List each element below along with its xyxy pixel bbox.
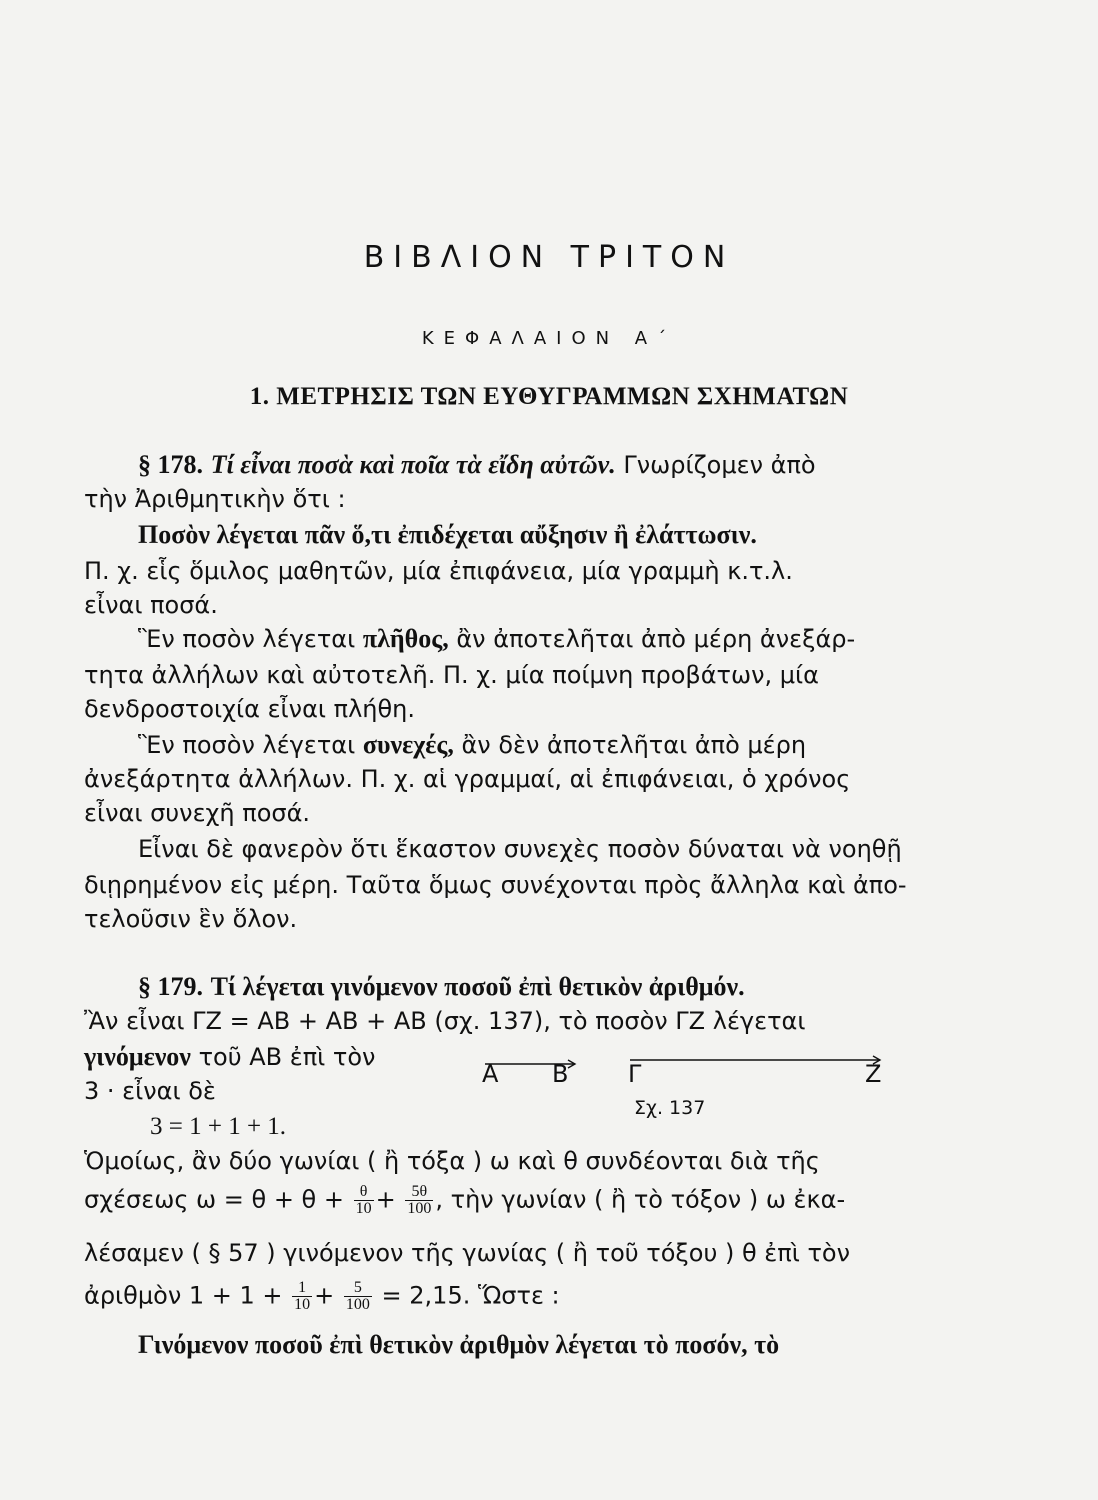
s178-heading-line (138, 450, 1068, 480)
figure-caption: Σχ. 137 (634, 1097, 706, 1119)
s178-plurality-line2: τητα ἀλλήλων καὶ αὐτοτελῆ. Π. χ. μία ποίμνη προβάτων, μία (84, 661, 819, 689)
s179-final-line: Γινόμενον ποσοῦ ἐπὶ θετικὸν ἀριθμὸν λέγεται τὸ ποσόν, τὸ (138, 1330, 780, 1359)
fraction-numerator: 5 (344, 1280, 372, 1297)
s179-heading-line (138, 972, 1068, 1002)
s178-continuous-line1 (138, 730, 1068, 760)
fraction-numerator: 1 (292, 1280, 312, 1297)
s178-plurality-term: πλῆθος, (362, 624, 449, 653)
s178-clear-line1: Εἶναι δὲ φανερὸν ὅτι ἕκαστον συνεχὲς ποσὸν δύναται νὰ νοηθῇ (138, 835, 902, 863)
s179-line6-pre: σχέσεως ω = θ + θ + (84, 1185, 344, 1214)
s178-continuous-pre: Ἓν ποσὸν λέγεται (138, 731, 356, 759)
fraction-denominator: 10 (355, 1200, 372, 1217)
chapter-title: ΚΕΦΑΛΑΙΟΝ Α΄ (421, 328, 677, 349)
s179-number: § 179. (138, 972, 203, 1001)
s178-continuous-line2: ἀνεξάρτητα ἀλλήλων. Π. χ. αἱ γραμμαί, αἱ ἐπιφάνειαι, ὁ χρόνος (84, 765, 851, 793)
s179-line6: σχέσεως ω = θ + θ + $\frac{\theta}{10}$ + $\frac{5\theta}{100}$ , τὴν γωνίαν ( ἢ τὸ τόξον ) ω ἐκα- (84, 1183, 846, 1217)
fraction-denominator: 100 (345, 1296, 370, 1313)
fraction-denominator: 10 (294, 1296, 311, 1313)
s179-line4: 3 = 1 + 1 + 1. (150, 1113, 287, 1140)
section-heading: 1. ΜΕΤΡΗΣΙΣ ΤΩΝ ΕΥΘΥΓΡΑΜΜΩΝ ΣΧΗΜΑΤΩΝ (249, 383, 849, 410)
s178-clear-line2: διῃρημένον εἰς μέρη. Ταῦτα ὅμως συνέχονται πρὸς ἄλληλα καὶ ἀπο- (84, 871, 907, 899)
s178-number: § 178. (138, 450, 203, 479)
s178-line2: τὴν Ἀριθμητικὴν ὅτι : (84, 485, 346, 513)
fraction-theta-over-10 (354, 1184, 374, 1217)
s178-example1-line1: Π. χ. εἷς ὅμιλος μαθητῶν, μία ἐπιφάνεια, μία γραμμὴ κ.τ.λ. (84, 557, 793, 585)
s179-line5: Ὁμοίως, ἂν δύο γωνίαι ( ἢ τόξα ) ω καὶ θ συνδέονται διὰ τῆς (84, 1147, 820, 1175)
s179-line2-rest: τοῦ ΑΒ ἐπὶ τὸν (198, 1043, 376, 1071)
s179-line8: ἀριθμὸν 1 + 1 + $\frac{1}{10}$ + $\frac{5}{100}$ = 2,15. Ὥστε : (84, 1279, 560, 1313)
book-title: ΒΙΒΛΙΟΝ ΤΡΙΤΟΝ (363, 240, 735, 275)
fraction-1-over-10 (292, 1280, 312, 1313)
s179-line3: 3 · εἶναι δὲ (84, 1077, 216, 1105)
s178-plurality-line3: δενδροστοιχία εἶναι πλήθη. (84, 695, 416, 723)
s179-line1: Ἂν εἶναι ΓΖ = ΑΒ + ΑΒ + ΑΒ (σχ. 137), τὸ ποσὸν ΓΖ λέγεται (84, 1007, 806, 1035)
figure-label-z: Ζ (865, 1060, 882, 1088)
figure-label-a: Α (482, 1060, 499, 1088)
s179-line7: λέσαμεν ( § 57 ) γινόμενον τῆς γωνίας ( ἢ τοῦ τόξου ) θ ἐπὶ τὸν (84, 1239, 850, 1267)
s178-plurality-pre: Ἓν ποσὸν λέγεται (138, 625, 356, 653)
figure-label-b: Β (552, 1060, 569, 1088)
s178-clear-line3: τελοῦσιν ἓν ὅλον. (84, 905, 298, 933)
fraction-numerator: θ (354, 1184, 374, 1201)
figure-label-g: Γ (628, 1060, 642, 1088)
s178-continuous-post: ἂν δὲν ἀποτελῆται ἀπὸ μέρη (461, 731, 807, 759)
fraction-denominator: 100 (407, 1200, 432, 1217)
s179-line6-post: , τὴν γωνίαν ( ἢ τὸ τόξον ) ω ἐκα- (435, 1185, 846, 1214)
s178-continuous-line3: εἶναι συνεχῆ ποσά. (84, 799, 311, 827)
s178-example1-line2: εἶναι ποσά. (84, 591, 218, 619)
s178-plurality-line1 (138, 624, 1068, 654)
s178-title: Τί εἶναι ποσὰ καὶ ποῖα τὰ εἴδη αὐτῶν. (210, 450, 616, 479)
fraction-5-over-100 (344, 1280, 372, 1313)
s178-plurality-post: ἂν ἀποτελῆται ἀπὸ μέρη ἀνεξάρ- (456, 625, 856, 653)
s178-continuous-term: συνεχές, (362, 730, 454, 759)
figure-137 (470, 1050, 900, 1090)
s179-line8-pre: ἀριθμὸν 1 + 1 + (84, 1281, 283, 1310)
s179-title: Τί λέγεται γινόμενον ποσοῦ ἐπὶ θετικὸν ἀριθμόν. (210, 972, 745, 1001)
s179-product-term: γινόμενον (84, 1042, 191, 1071)
s178-definition: Ποσὸν λέγεται πᾶν ὅ,τι ἐπιδέχεται αὔξησιν ἢ ἐλάττωσιν. (138, 520, 757, 549)
s178-line1-rest: Γνωρίζομεν ἀπὸ (623, 451, 816, 479)
fraction-numerator: 5θ (405, 1184, 433, 1201)
s179-line8-post: = 2,15. Ὥστε : (381, 1281, 560, 1310)
fraction-5theta-over-100 (405, 1184, 433, 1217)
